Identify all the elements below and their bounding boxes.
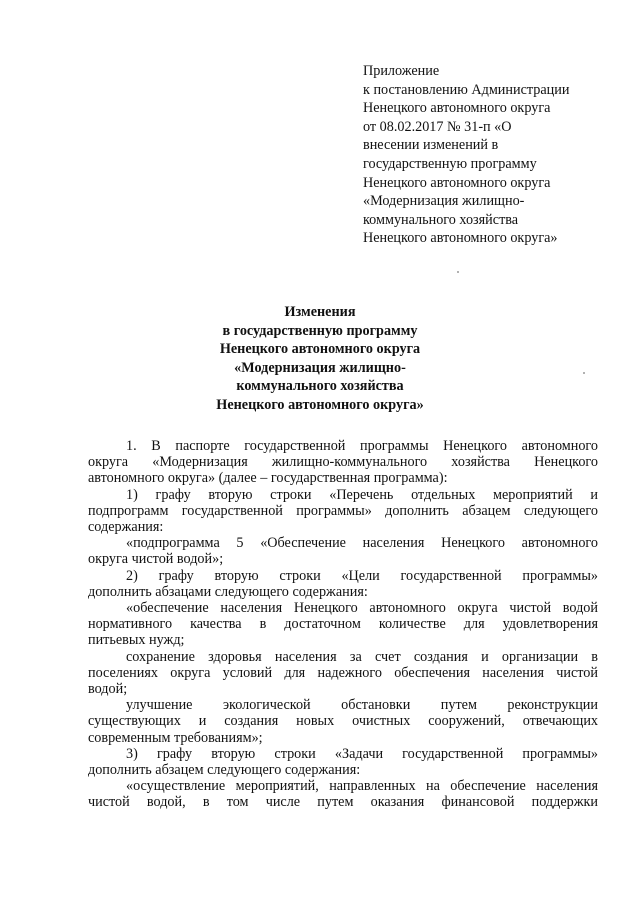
- appendix-line: коммунального хозяйства: [363, 211, 519, 228]
- appendix-header: [363, 62, 603, 248]
- paragraph: [88, 746, 598, 778]
- title-line: «Модернизация жилищно-: [234, 359, 406, 376]
- body-line: «осуществление мероприятий, направленных на обеспечение населения: [126, 778, 598, 795]
- body-line: современным требованиям»;: [88, 729, 263, 746]
- body-line: поселениях округа условий для надежного обеспечения населения чистой: [88, 664, 598, 681]
- paragraph: [88, 600, 598, 649]
- paragraph: [88, 778, 598, 810]
- body-line: 3) графу вторую строки «Задачи государственной программы»: [126, 745, 598, 762]
- body-line: округа чистой водой»;: [88, 551, 224, 568]
- title-line: в государственную программу: [222, 322, 418, 339]
- appendix-line: от 08.02.2017 № 31-п «О: [363, 118, 512, 135]
- title-line: коммунального хозяйства: [236, 378, 404, 395]
- body-line: округа «Модернизация жилищно-коммунального хозяйства Ненецкого: [88, 454, 598, 471]
- paragraph: [88, 568, 598, 600]
- paragraph: [88, 649, 598, 698]
- body-line: «обеспечение населения Ненецкого автономного округа чистой водой: [126, 600, 598, 617]
- body-line: содержания:: [88, 519, 164, 536]
- paragraph: [88, 487, 598, 536]
- appendix-line: Ненецкого автономного округа»: [363, 230, 558, 247]
- paragraph: [88, 535, 598, 567]
- paragraph: [88, 438, 598, 487]
- body-line: дополнить абзацами следующего содержания:: [88, 583, 368, 600]
- body-line: нормативного качества в достаточном количестве для удовлетворения: [88, 616, 598, 633]
- appendix-line: государственную программу: [363, 155, 537, 172]
- appendix-line: «Модернизация жилищно-: [363, 193, 525, 210]
- paragraph: [88, 697, 598, 746]
- appendix-line: Ненецкого автономного округа: [363, 174, 551, 191]
- appendix-line: Ненецкого автономного округа: [363, 100, 551, 117]
- body-line: 2) графу вторую строки «Цели государственной программы»: [126, 567, 598, 584]
- body-line: дополнить абзацем следующего содержания:: [88, 762, 361, 779]
- document-body: [88, 438, 598, 811]
- body-line: сохранение здоровья населения за счет создания и организации в: [126, 648, 598, 665]
- document-title: [120, 303, 520, 415]
- title-line: Ненецкого автономного округа»: [216, 396, 424, 413]
- body-line: «подпрограмма 5 «Обеспечение населения Ненецкого автономного: [126, 535, 598, 552]
- body-line: подпрограмм государственной программы» дополнить абзацем следующего: [88, 502, 598, 519]
- body-line: 1) графу вторую строки «Перечень отдельных мероприятий и: [126, 486, 598, 503]
- body-line: улучшение экологической обстановки путем реконструкции: [126, 697, 598, 714]
- body-line: автономного округа» (далее – государственная программа):: [88, 470, 448, 487]
- scan-speck: [583, 372, 585, 374]
- body-line: питьевых нужд;: [88, 632, 185, 649]
- appendix-line: внесении изменений в: [363, 137, 499, 154]
- body-line: существующих и создания новых очистных сооружений, отвечающих: [88, 713, 598, 730]
- appendix-line: Приложение: [363, 63, 440, 79]
- appendix-line: к постановлению Администрации: [363, 81, 570, 98]
- body-line: водой;: [88, 681, 128, 698]
- title-line: Изменения: [284, 304, 356, 320]
- body-line: чистой водой, в том числе путем оказания финансовой поддержки: [88, 794, 598, 811]
- body-line: 1. В паспорте государственной программы Ненецкого автономного: [126, 438, 598, 454]
- title-line: Ненецкого автономного округа: [219, 341, 421, 358]
- scan-speck: [457, 271, 459, 273]
